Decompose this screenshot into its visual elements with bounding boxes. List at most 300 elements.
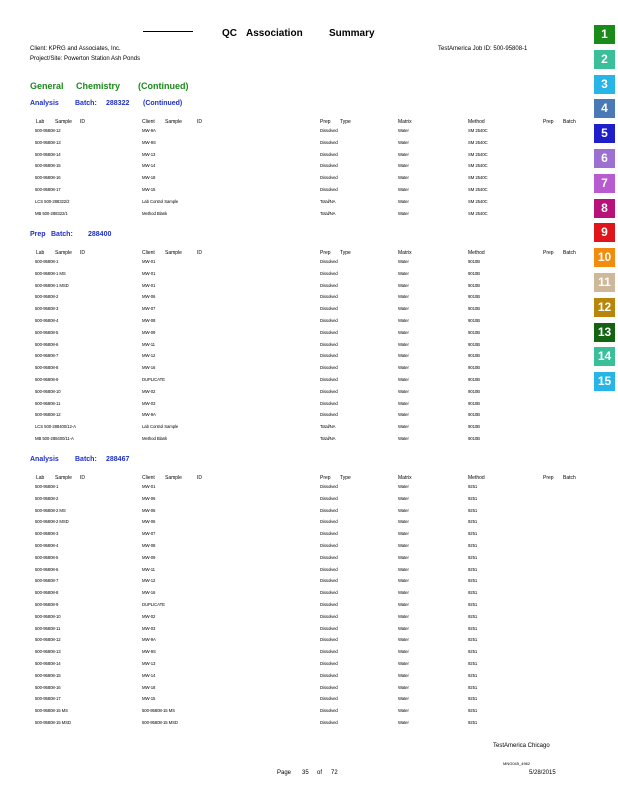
lab-sample-id: 500-95808-2 MSD <box>35 519 69 525</box>
section-tab-14[interactable]: 14 <box>594 347 615 366</box>
column-header-matrix: Matrix <box>398 250 412 256</box>
page-number: 35 <box>302 770 309 776</box>
lab-sample-id: 500-95808-16 <box>35 684 61 690</box>
matrix: Water <box>398 531 409 537</box>
client-sample-id: MW-14 <box>142 672 156 678</box>
column-header-client-sample: Sample <box>165 475 182 481</box>
client-sample-id: MW-09 <box>142 554 156 560</box>
prep-type: Dissolved <box>320 270 338 276</box>
prep-type: Dissolved <box>320 637 338 643</box>
table-row <box>0 259 590 271</box>
project-line: Project/Site: Powerton Station Ash Ponds <box>30 56 141 62</box>
column-header-lab: Lab <box>36 475 45 481</box>
lab-sample-id: 500-95808-2 <box>35 294 59 300</box>
lab-sample-id: 500-95808-12 <box>35 412 61 418</box>
method: 9251 <box>468 672 478 678</box>
method: SM 2540C <box>468 151 488 157</box>
prep-type: Dissolved <box>320 187 338 192</box>
lab-sample-id: 500-95808-5 <box>35 554 59 560</box>
matrix: Water <box>398 684 409 690</box>
section-title-general: General <box>30 81 64 91</box>
lab-sample-id: LCS 500-288322/2 <box>35 198 70 204</box>
prep-type: Dissolved <box>320 294 338 300</box>
lab-sample-id: 500-95808-2 MS <box>35 507 66 513</box>
batch-kind: Prep <box>30 231 46 238</box>
column-header-type: Type <box>340 475 351 481</box>
client-sample-id: MW-01 <box>142 484 156 489</box>
matrix: Water <box>398 543 409 548</box>
client-sample-id: MW-08 <box>142 318 156 323</box>
table-row <box>0 519 590 531</box>
column-header-sample: Sample <box>55 119 72 125</box>
lab-sample-id: 500-95808-10 <box>35 613 61 619</box>
section-tab-13[interactable]: 13 <box>594 323 615 342</box>
lab-sample-id: MB 500-288400/11-A <box>35 436 74 441</box>
table-row <box>0 602 590 614</box>
matrix: Water <box>398 554 409 560</box>
prep-type: Dissolved <box>320 400 338 406</box>
matrix: Water <box>398 259 409 264</box>
column-header-prep-batch-b: Batch <box>563 250 576 256</box>
client-sample-id: MW-18 <box>142 175 156 181</box>
method: 9010B <box>468 329 480 335</box>
client-sample-id: MW-18 <box>142 684 156 690</box>
client-sample-id: MW-07 <box>142 531 156 537</box>
client-sample-id: MW-15 <box>142 696 156 702</box>
batch-label: Batch: <box>51 231 73 238</box>
column-header-method: Method <box>468 250 485 256</box>
client-sample-id: MW-13 <box>142 661 156 666</box>
table-row <box>0 696 590 708</box>
method: 9010B <box>468 365 480 371</box>
method: 9251 <box>468 649 478 655</box>
section-tab-4[interactable]: 4 <box>594 99 615 118</box>
prep-type: Dissolved <box>320 388 338 394</box>
method: 9251 <box>468 519 478 525</box>
prep-type: Dissolved <box>320 684 338 690</box>
matrix: Water <box>398 507 409 513</box>
section-title-continued: (Continued) <box>138 81 189 91</box>
prep-type: Dissolved <box>320 412 338 418</box>
table-row <box>0 163 590 175</box>
method: SM 2540C <box>468 128 488 133</box>
section-tab-1[interactable]: 1 <box>594 25 615 44</box>
client-sample-id: MW-9S <box>142 139 156 145</box>
lab-sample-id: 500-95808-16 <box>35 175 61 181</box>
matrix: Water <box>398 400 409 406</box>
prep-type: Dissolved <box>320 282 338 288</box>
page-of: of <box>317 770 323 776</box>
column-header-prep-batch-b: Batch <box>563 119 576 125</box>
matrix: Water <box>398 210 409 216</box>
batch-kind: Analysis <box>30 456 59 463</box>
lab-sample-id: 500-95808-11 <box>35 400 61 406</box>
prep-type: Dissolved <box>320 365 338 371</box>
lab-sample-id: 500-95808-4 <box>35 543 59 548</box>
matrix: Water <box>398 282 409 288</box>
column-header-prep: Prep <box>320 475 331 481</box>
column-header-client: Client <box>142 119 155 125</box>
client-sample-id: MW-13 <box>142 151 156 157</box>
client-sample-id: Method Blank <box>142 210 168 216</box>
table-row <box>0 330 590 342</box>
method: SM 2540C <box>468 187 488 192</box>
matrix: Water <box>398 424 409 430</box>
method: 9251 <box>468 720 478 725</box>
table-row <box>0 128 590 140</box>
matrix: Water <box>398 720 409 725</box>
matrix: Water <box>398 708 409 714</box>
section-tab-10[interactable]: 10 <box>594 248 615 267</box>
column-header-sample: Sample <box>55 475 72 481</box>
table-row <box>0 175 590 187</box>
matrix: Water <box>398 377 409 382</box>
column-header-id: ID <box>80 250 85 256</box>
matrix: Water <box>398 602 409 607</box>
lab-sample-id: 500-95808-8 <box>35 365 59 371</box>
method: 9251 <box>468 554 478 560</box>
prep-type: Dissolved <box>320 625 338 631</box>
prep-type: Dissolved <box>320 163 338 169</box>
client-sample-id: MW-15 <box>142 187 156 192</box>
column-header-id: ID <box>80 475 85 481</box>
lab-sample-id: 500-95808-13 <box>35 649 61 655</box>
matrix: Water <box>398 696 409 702</box>
table-row <box>0 140 590 152</box>
column-header-prep: Prep <box>320 250 331 256</box>
section-tab-3[interactable]: 3 <box>594 75 615 94</box>
lab-sample-id: MB 500-288322/1 <box>35 210 68 216</box>
column-header-sample: Sample <box>55 250 72 256</box>
column-header-lab: Lab <box>36 250 45 256</box>
matrix: Water <box>398 270 409 276</box>
table-row <box>0 424 590 436</box>
lab-sample-id: 500-95808-15 MS <box>35 708 68 714</box>
matrix: Water <box>398 175 409 181</box>
method: 9251 <box>468 507 478 513</box>
client-sample-id: MW-16 <box>142 365 156 371</box>
table-row <box>0 211 590 223</box>
table-row <box>0 496 590 508</box>
lab-sample-id: 500-95808-10 <box>35 388 61 394</box>
client-sample-id: MW-14 <box>142 163 156 169</box>
matrix: Water <box>398 484 409 489</box>
table-row <box>0 377 590 389</box>
column-header-type: Type <box>340 119 351 125</box>
table-row <box>0 199 590 211</box>
lab-sample-id: 500-95808-6 <box>35 341 59 347</box>
client-sample-id: MW-02 <box>142 613 156 619</box>
client-sample-id: MW-06 <box>142 495 156 501</box>
method: 9010B <box>468 341 480 347</box>
lab-sample-id: 500-95808-14 <box>35 661 61 666</box>
client-sample-id: DUPLICATE <box>142 377 165 382</box>
table-row <box>0 353 590 365</box>
column-header-prep-batch-b: Batch <box>563 475 576 481</box>
lab-sample-id: 500-95808-12 <box>35 128 61 133</box>
column-header-prep-batch-a: Prep <box>543 119 554 125</box>
page-label: Page <box>277 770 292 776</box>
batch-number: 288467 <box>106 456 130 463</box>
matrix: Water <box>398 637 409 643</box>
table-row <box>0 649 590 661</box>
client-sample-id: MW-09 <box>142 329 156 335</box>
matrix: Water <box>398 519 409 525</box>
lab-sample-id: 500-95808-4 <box>35 318 59 323</box>
table-row <box>0 342 590 354</box>
footer-date: 5/28/2015 <box>529 770 556 776</box>
table-row <box>0 708 590 720</box>
client-sample-id: MW-01 <box>142 259 156 264</box>
client-sample-id: MW-12 <box>142 353 156 359</box>
table-row <box>0 673 590 685</box>
method: 9010B <box>468 412 480 418</box>
prep-type: Dissolved <box>320 139 338 145</box>
prep-type: Dissolved <box>320 613 338 619</box>
method: 9251 <box>468 661 478 666</box>
matrix: Water <box>398 318 409 323</box>
method: 9010B <box>468 424 480 430</box>
client-sample-id: MW-02 <box>142 388 156 394</box>
client-sample-id: MW-9A <box>142 412 156 418</box>
section-tab-7[interactable]: 7 <box>594 174 615 193</box>
client-sample-id: MW-12 <box>142 578 156 584</box>
column-header-lab: Lab <box>36 119 45 125</box>
header-rule <box>143 31 193 32</box>
batch-label: Batch: <box>75 100 97 107</box>
matrix: Water <box>398 294 409 300</box>
method: 9010B <box>468 270 480 276</box>
matrix: Water <box>398 613 409 619</box>
column-header-client-sample: Sample <box>165 119 182 125</box>
prep-type: Dissolved <box>320 151 338 157</box>
matrix: Water <box>398 128 409 133</box>
table-row <box>0 567 590 579</box>
lab-sample-id: 500-95808-7 <box>35 353 59 359</box>
prep-type: Dissolved <box>320 175 338 181</box>
matrix: Water <box>398 341 409 347</box>
matrix: Water <box>398 139 409 145</box>
batch-label: Batch: <box>75 456 97 463</box>
batch-number: 288322 <box>106 100 130 107</box>
section-tab-15[interactable]: 15 <box>594 372 615 391</box>
prep-type: Dissolved <box>320 507 338 513</box>
prep-type: Dissolved <box>320 708 338 714</box>
footer-code: MNG045_4962 <box>503 761 531 766</box>
column-header-client-sample: Sample <box>165 250 182 256</box>
method: SM 2540C <box>468 139 488 145</box>
method: 9010B <box>468 259 480 264</box>
lab-sample-id: 500-95808-15 <box>35 672 61 678</box>
method: 9251 <box>468 578 478 584</box>
method: 9010B <box>468 294 480 300</box>
table-row <box>0 590 590 602</box>
lab-sample-id: 500-95808-13 <box>35 139 61 145</box>
prep-type: Dissolved <box>320 329 338 335</box>
client-sample-id: MW-06 <box>142 519 156 525</box>
column-header-matrix: Matrix <box>398 119 412 125</box>
section-tab-6[interactable]: 6 <box>594 149 615 168</box>
matrix: Water <box>398 198 409 204</box>
client-sample-id: MW-01 <box>142 282 156 288</box>
column-header-client: Client <box>142 475 155 481</box>
method: 9251 <box>468 696 478 702</box>
lab-sample-id: 500-95808-2 <box>35 495 59 501</box>
method: 9251 <box>468 637 478 643</box>
batch-kind: Analysis <box>30 100 59 107</box>
lab-sample-id: 500-95808-9 <box>35 377 59 382</box>
method: SM 2540C <box>468 210 488 216</box>
method: 9010B <box>468 388 480 394</box>
matrix: Water <box>398 590 409 596</box>
prep-type: Dissolved <box>320 649 338 655</box>
table-row <box>0 401 590 413</box>
table-row <box>0 318 590 330</box>
method: 9251 <box>468 708 478 714</box>
matrix: Water <box>398 365 409 371</box>
section-tab-5[interactable]: 5 <box>594 124 615 143</box>
client-sample-id: Method Blank <box>142 436 168 441</box>
table-row <box>0 614 590 626</box>
matrix: Water <box>398 672 409 678</box>
prep-type: Dissolved <box>320 672 338 678</box>
prep-type: Dissolved <box>320 519 338 525</box>
lab-sample-id: 500-95808-11 <box>35 625 61 631</box>
section-tab-9[interactable]: 9 <box>594 223 615 242</box>
lab-sample-id: 500-95808-15 MSD <box>35 720 71 725</box>
prep-type: Dissolved <box>320 318 338 323</box>
prep-type: Total/NA <box>320 210 336 216</box>
prep-type: Dissolved <box>320 566 338 572</box>
column-header-prep: Prep <box>320 119 331 125</box>
method: 9251 <box>468 566 478 572</box>
lab-sample-id: 500-95808-1 <box>35 484 59 489</box>
prep-type: Dissolved <box>320 259 338 264</box>
method: 9251 <box>468 613 478 619</box>
table-row <box>0 152 590 164</box>
matrix: Water <box>398 353 409 359</box>
method: 9010B <box>468 436 480 441</box>
matrix: Water <box>398 578 409 584</box>
page-total: 72 <box>331 770 338 776</box>
method: 9251 <box>468 684 478 690</box>
table-row <box>0 412 590 424</box>
column-header-id: ID <box>80 119 85 125</box>
method: 9010B <box>468 353 480 359</box>
table-row <box>0 685 590 697</box>
section-tab-8[interactable]: 8 <box>594 199 615 218</box>
lab-sample-id: 500-95808-1 <box>35 259 59 264</box>
prep-type: Dissolved <box>320 353 338 359</box>
matrix: Water <box>398 306 409 312</box>
prep-type: Dissolved <box>320 554 338 560</box>
matrix: Water <box>398 329 409 335</box>
title-association: Association <box>246 28 303 39</box>
client-sample-id: MW-16 <box>142 590 156 596</box>
client-sample-id: MW-11 <box>142 566 155 572</box>
matrix: Water <box>398 649 409 655</box>
client-sample-id: MW-9S <box>142 649 156 655</box>
lab-sample-id: 500-95808-6 <box>35 566 59 572</box>
lab-sample-id: 500-95808-1 MSD <box>35 282 69 288</box>
client-sample-id: MW-9A <box>142 128 156 133</box>
table-row <box>0 484 590 496</box>
table-row <box>0 271 590 283</box>
table-row <box>0 389 590 401</box>
matrix: Water <box>398 388 409 394</box>
client-sample-id: MW-06 <box>142 507 156 513</box>
section-tab-2[interactable]: 2 <box>594 50 615 69</box>
lab-sample-id: 500-95808-3 <box>35 531 59 537</box>
client-sample-id: MW-11 <box>142 341 155 347</box>
method: 9251 <box>468 625 478 631</box>
method: 9251 <box>468 531 478 537</box>
column-header-method: Method <box>468 475 485 481</box>
lab-sample-id: 500-95808-5 <box>35 329 59 335</box>
table-row <box>0 436 590 448</box>
client-sample-id: MW-03 <box>142 400 156 406</box>
matrix: Water <box>398 495 409 501</box>
method: 9010B <box>468 377 480 382</box>
client-sample-id: Lab Control Sample <box>142 424 179 430</box>
client-sample-id: 500-95808-15 MS <box>142 708 175 714</box>
client-line: Client: KPRG and Associates, Inc. <box>30 46 121 52</box>
prep-type: Dissolved <box>320 578 338 584</box>
method: 9251 <box>468 590 478 596</box>
matrix: Water <box>398 566 409 572</box>
prep-type: Dissolved <box>320 720 338 725</box>
method: SM 2540C <box>468 163 488 169</box>
lab-sample-id: 500-95808-8 <box>35 590 59 596</box>
column-header-client: Client <box>142 250 155 256</box>
table-row <box>0 578 590 590</box>
prep-type: Total/NA <box>320 436 336 441</box>
prep-type: Dissolved <box>320 696 338 702</box>
section-tab-11[interactable]: 11 <box>594 273 615 292</box>
method: 9010B <box>468 400 480 406</box>
client-sample-id: MW-03 <box>142 625 156 631</box>
prep-type: Dissolved <box>320 661 338 666</box>
column-header-client-id: ID <box>197 250 202 256</box>
matrix: Water <box>398 187 409 192</box>
lab-sample-id: 500-95808-1 MS <box>35 270 66 276</box>
column-header-matrix: Matrix <box>398 475 412 481</box>
table-row <box>0 294 590 306</box>
client-sample-id: MW-07 <box>142 306 156 312</box>
table-row <box>0 306 590 318</box>
table-row <box>0 555 590 567</box>
table-row <box>0 626 590 638</box>
section-tab-12[interactable]: 12 <box>594 298 615 317</box>
prep-type: Dissolved <box>320 484 338 489</box>
lab-sample-id: 500-95808-17 <box>35 187 61 192</box>
matrix: Water <box>398 661 409 666</box>
table-row <box>0 661 590 673</box>
table-row <box>0 187 590 199</box>
lab-sample-id: 500-95808-3 <box>35 306 59 312</box>
prep-type: Total/NA <box>320 424 336 430</box>
method: 9010B <box>468 282 480 288</box>
prep-type: Dissolved <box>320 341 338 347</box>
method: SM 2540C <box>468 198 488 204</box>
table-row <box>0 365 590 377</box>
column-header-prep-batch-a: Prep <box>543 250 554 256</box>
method: 9251 <box>468 484 478 489</box>
lab-sample-id: LCS 500-288400/12-A <box>35 424 76 430</box>
column-header-prep-batch-a: Prep <box>543 475 554 481</box>
prep-type: Total/NA <box>320 198 336 204</box>
title-summary: Summary <box>329 28 375 39</box>
